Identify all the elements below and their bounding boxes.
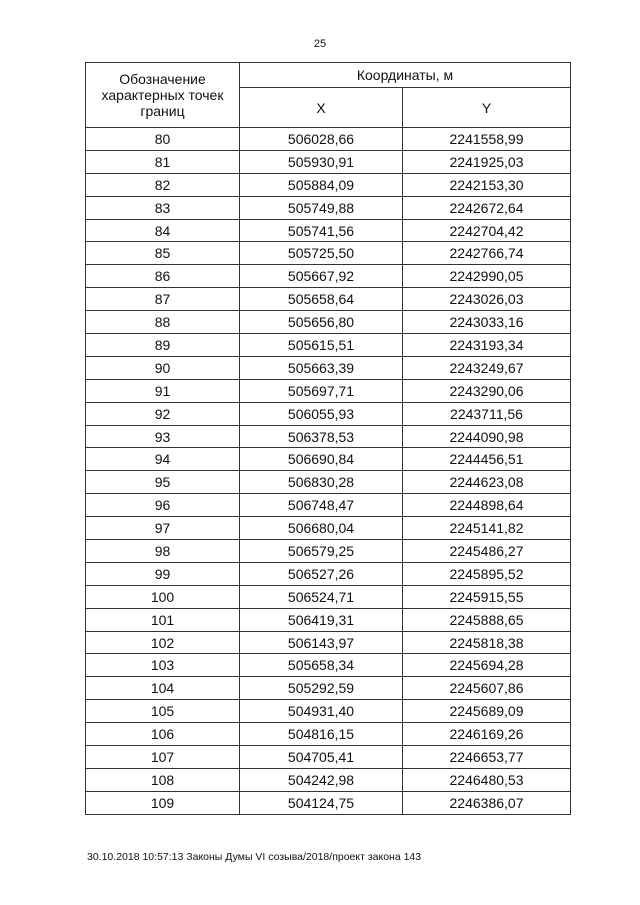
table-header — [86, 63, 571, 128]
cell-point: 91 — [86, 379, 240, 402]
cell-x: 504816,15 — [240, 723, 403, 746]
cell-x: 506527,26 — [240, 562, 403, 585]
cell-point: 98 — [86, 540, 240, 563]
cell-y: 2242766,74 — [403, 242, 571, 265]
table-row — [86, 311, 571, 334]
cell-y: 2244456,51 — [403, 448, 571, 471]
table-row — [86, 746, 571, 769]
cell-x: 505884,09 — [240, 173, 403, 196]
cell-x: 506378,53 — [240, 425, 403, 448]
table-row — [86, 723, 571, 746]
cell-point: 94 — [86, 448, 240, 471]
cell-y: 2241925,03 — [403, 150, 571, 173]
cell-x: 504931,40 — [240, 700, 403, 723]
cell-point: 97 — [86, 517, 240, 540]
cell-y: 2241558,99 — [403, 128, 571, 151]
table-row — [86, 471, 571, 494]
cell-point: 104 — [86, 677, 240, 700]
cell-x: 504705,41 — [240, 746, 403, 769]
cell-y: 2244623,08 — [403, 471, 571, 494]
cell-point: 83 — [86, 196, 240, 219]
table-row — [86, 654, 571, 677]
cell-y: 2243249,67 — [403, 356, 571, 379]
cell-y: 2243033,16 — [403, 311, 571, 334]
cell-point: 99 — [86, 562, 240, 585]
table-row — [86, 288, 571, 311]
cell-y: 2245818,38 — [403, 631, 571, 654]
cell-point: 101 — [86, 608, 240, 631]
document-footer: 30.10.2018 10:57:13 Законы Думы VI созыва/2018/проект закона 143 — [87, 851, 422, 863]
cell-x: 506143,97 — [240, 631, 403, 654]
cell-x: 505697,71 — [240, 379, 403, 402]
cell-point: 92 — [86, 402, 240, 425]
cell-point: 84 — [86, 219, 240, 242]
table-body — [86, 128, 571, 815]
cell-y: 2245895,52 — [403, 562, 571, 585]
cell-y: 2246653,77 — [403, 746, 571, 769]
cell-x: 506055,93 — [240, 402, 403, 425]
cell-point: 108 — [86, 768, 240, 791]
cell-point: 82 — [86, 173, 240, 196]
header-y: Y — [403, 88, 571, 128]
cell-x: 505749,88 — [240, 196, 403, 219]
cell-y: 2246386,07 — [403, 791, 571, 814]
cell-point: 86 — [86, 265, 240, 288]
header-point-designation: Обозначение характерных точек границ — [86, 63, 240, 128]
coordinates-table — [85, 62, 571, 815]
table-row — [86, 448, 571, 471]
table-row — [86, 356, 571, 379]
cell-y: 2245607,86 — [403, 677, 571, 700]
cell-y: 2242672,64 — [403, 196, 571, 219]
table-row — [86, 517, 571, 540]
cell-y: 2246480,53 — [403, 768, 571, 791]
cell-x: 505656,80 — [240, 311, 403, 334]
cell-y: 2243193,34 — [403, 334, 571, 357]
table-row — [86, 150, 571, 173]
cell-x: 505663,39 — [240, 356, 403, 379]
table-row — [86, 768, 571, 791]
cell-point: 105 — [86, 700, 240, 723]
cell-y: 2246169,26 — [403, 723, 571, 746]
cell-x: 505667,92 — [240, 265, 403, 288]
table-row — [86, 196, 571, 219]
cell-y: 2245689,09 — [403, 700, 571, 723]
cell-point: 90 — [86, 356, 240, 379]
cell-x: 506524,71 — [240, 585, 403, 608]
table-row — [86, 608, 571, 631]
table-row — [86, 402, 571, 425]
cell-point: 100 — [86, 585, 240, 608]
cell-x: 505930,91 — [240, 150, 403, 173]
table-row — [86, 585, 571, 608]
cell-y: 2245915,55 — [403, 585, 571, 608]
cell-y: 2242704,42 — [403, 219, 571, 242]
cell-point: 89 — [86, 334, 240, 357]
table-row — [86, 265, 571, 288]
cell-x: 506690,84 — [240, 448, 403, 471]
cell-y: 2244898,64 — [403, 494, 571, 517]
cell-point: 80 — [86, 128, 240, 151]
page-number: 25 — [313, 38, 327, 50]
cell-y: 2243711,56 — [403, 402, 571, 425]
cell-x: 505741,56 — [240, 219, 403, 242]
cell-point: 109 — [86, 791, 240, 814]
table-row — [86, 700, 571, 723]
table-row — [86, 334, 571, 357]
cell-point: 93 — [86, 425, 240, 448]
cell-y: 2242153,30 — [403, 173, 571, 196]
cell-point: 103 — [86, 654, 240, 677]
cell-y: 2243290,06 — [403, 379, 571, 402]
table-row — [86, 173, 571, 196]
cell-x: 506028,66 — [240, 128, 403, 151]
header-x: X — [240, 88, 403, 128]
cell-x: 505725,50 — [240, 242, 403, 265]
cell-x: 506579,25 — [240, 540, 403, 563]
cell-y: 2243026,03 — [403, 288, 571, 311]
cell-x: 505292,59 — [240, 677, 403, 700]
cell-y: 2244090,98 — [403, 425, 571, 448]
cell-x: 506419,31 — [240, 608, 403, 631]
table-row — [86, 540, 571, 563]
cell-x: 505615,51 — [240, 334, 403, 357]
header-coordinates: Координаты, м — [240, 63, 571, 88]
cell-x: 506830,28 — [240, 471, 403, 494]
cell-point: 85 — [86, 242, 240, 265]
cell-y: 2245694,28 — [403, 654, 571, 677]
table-row — [86, 219, 571, 242]
cell-point: 106 — [86, 723, 240, 746]
table-row — [86, 425, 571, 448]
table-row — [86, 677, 571, 700]
cell-point: 87 — [86, 288, 240, 311]
cell-x: 505658,34 — [240, 654, 403, 677]
cell-point: 102 — [86, 631, 240, 654]
cell-point: 88 — [86, 311, 240, 334]
cell-y: 2245141,82 — [403, 517, 571, 540]
table-row — [86, 242, 571, 265]
cell-x: 506748,47 — [240, 494, 403, 517]
cell-point: 81 — [86, 150, 240, 173]
cell-x: 504124,75 — [240, 791, 403, 814]
cell-point: 107 — [86, 746, 240, 769]
table-row — [86, 379, 571, 402]
table-row — [86, 494, 571, 517]
cell-point: 95 — [86, 471, 240, 494]
cell-point: 96 — [86, 494, 240, 517]
table-row — [86, 562, 571, 585]
table-row — [86, 128, 571, 151]
cell-x: 506680,04 — [240, 517, 403, 540]
cell-y: 2245486,27 — [403, 540, 571, 563]
cell-y: 2245888,65 — [403, 608, 571, 631]
table-row — [86, 791, 571, 814]
cell-x: 505658,64 — [240, 288, 403, 311]
cell-x: 504242,98 — [240, 768, 403, 791]
table-row — [86, 631, 571, 654]
cell-y: 2242990,05 — [403, 265, 571, 288]
